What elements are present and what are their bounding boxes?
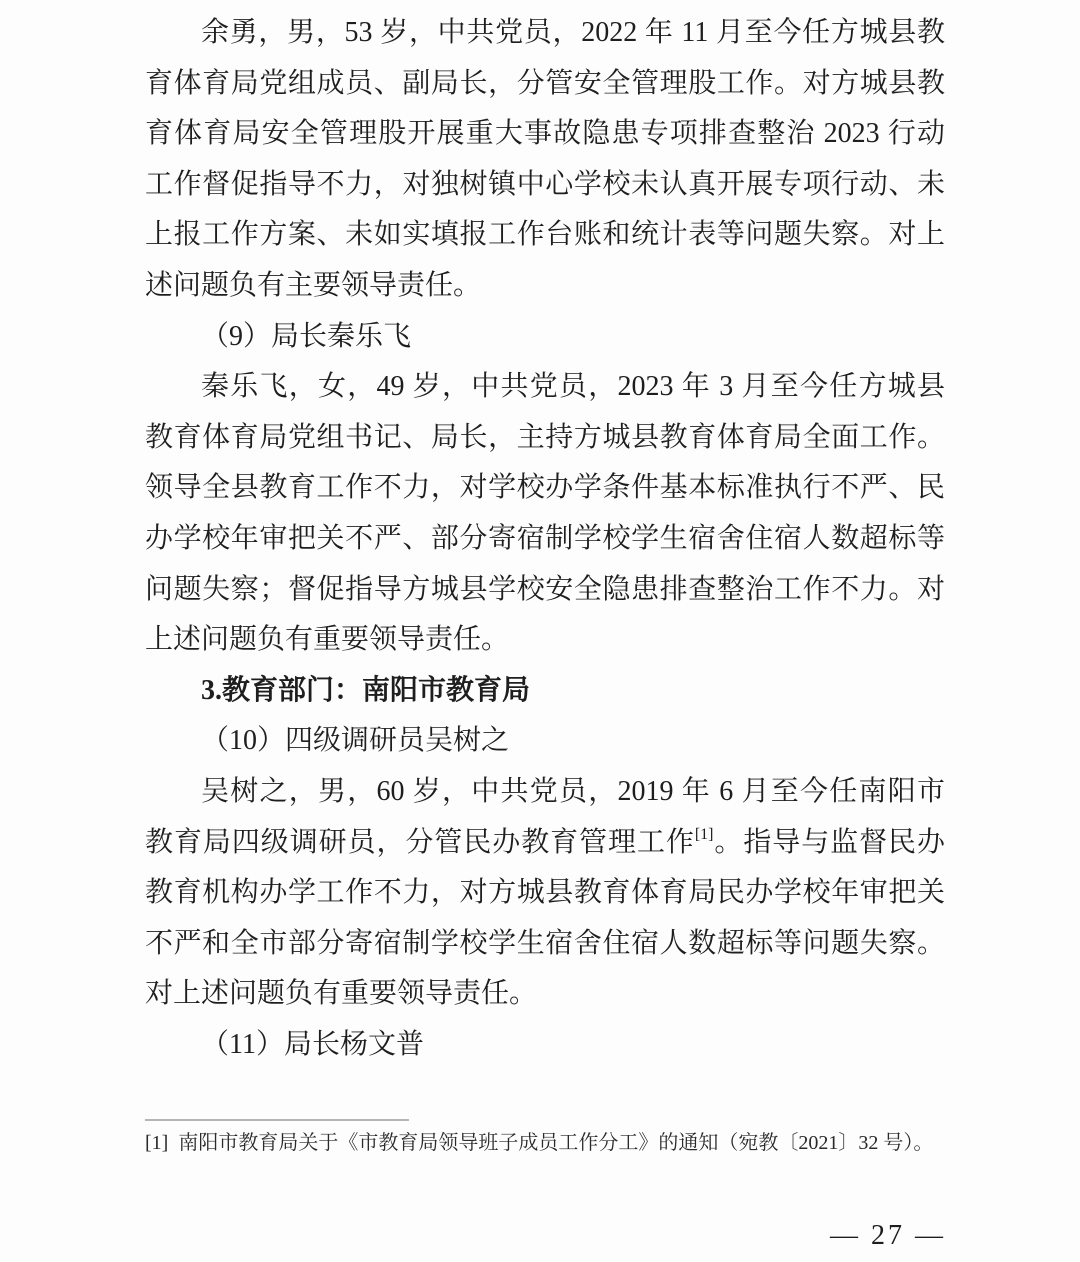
footnote-marker: [1] <box>145 1132 169 1154</box>
footnote-text: 南阳市教育局关于《市教育局领导班子成员工作分工》的通知（宛教〔2021〕32 号）。 <box>178 1132 934 1154</box>
subheading-line: （10）四级调研员吴树之 <box>201 725 510 757</box>
paragraph-line: 吴树之，男，60 岁，中共党员，2019 年 6 月至今任南阳市 <box>201 775 945 807</box>
paragraph-line: 育体育局党组成员、副局长，分管安全管理股工作。对方城县教 <box>145 67 945 99</box>
subheading-line: （9）局长秦乐飞 <box>201 320 412 352</box>
paragraph-line: 余勇，男，53 岁，中共党员，2022 年 11 月至今任方城县教 <box>201 17 945 48</box>
paragraph-text: 。指导与监督民办 <box>713 826 945 858</box>
paragraph-line: 教育机构办学工作不力，对方城县教育体育局民办学校年审把关 <box>145 877 945 909</box>
paragraph-line: 秦乐飞，女，49 岁，中共党员，2023 年 3 月至今任方城县 <box>201 371 945 403</box>
paragraph-line: 上述问题负有重要领导责任。 <box>145 624 510 656</box>
paragraph-line: 教育体育局党组书记、局长，主持方城县教育体育局全面工作。 <box>145 421 945 453</box>
footnote-ref-marker: [1] <box>694 825 714 843</box>
footnote <box>145 1128 945 1158</box>
footnote-separator <box>145 1119 409 1121</box>
paragraph-line: 领导全县教育工作不力，对学校办学条件基本标准执行不严、民 <box>145 472 945 504</box>
document-body <box>145 8 945 1070</box>
paragraph-line: 对上述问题负有重要领导责任。 <box>145 978 538 1010</box>
paragraph-line: 办学校年审把关不严、部分寄宿制学校学生宿舍住宿人数超标等 <box>145 522 945 554</box>
paragraph-line: 问题失察；督促指导方城县学校安全隐患排查整治工作不力。对 <box>145 573 945 605</box>
section-heading: 3.教育部门：南阳市教育局 <box>201 674 531 706</box>
subheading-line: （11）局长杨文普 <box>201 1028 424 1060</box>
page-number: — 27 — <box>830 1220 946 1251</box>
paragraph-line <box>145 818 945 869</box>
paragraph-line: 工作督促指导不力，对独树镇中心学校未认真开展专项行动、未 <box>145 168 945 200</box>
paragraph-line: 不严和全市部分寄宿制学校学生宿舍住宿人数超标等问题失察。 <box>145 927 945 959</box>
paragraph-text: 教育局四级调研员，分管民办教育管理工作 <box>145 826 695 858</box>
paragraph-line: 上报工作方案、未如实填报工作台账和统计表等问题失察。对上 <box>145 219 945 251</box>
paragraph-line: 述问题负有主要领导责任。 <box>145 269 482 301</box>
paragraph-line: 育体育局安全管理股开展重大事故隐患专项排查整治 2023 行动 <box>145 118 945 150</box>
